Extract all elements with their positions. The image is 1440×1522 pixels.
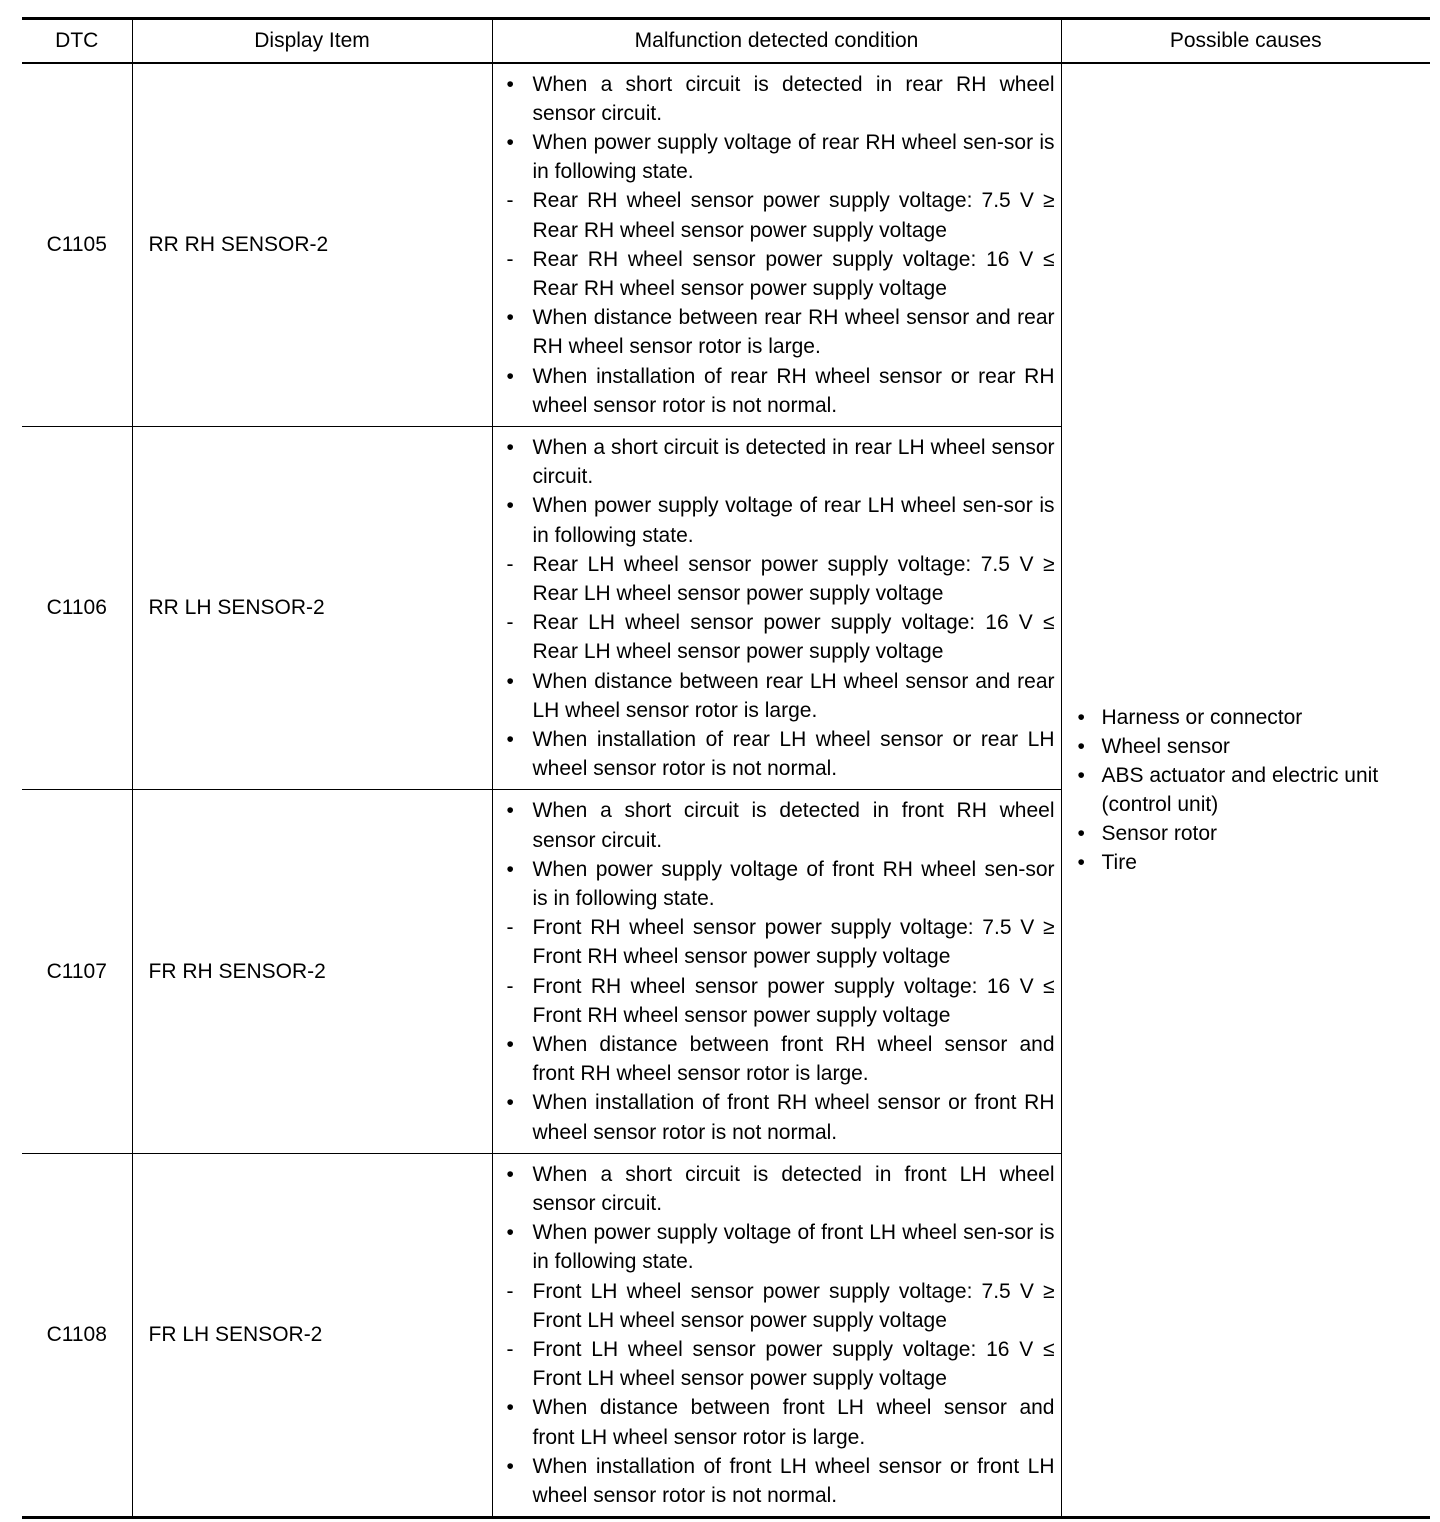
bullet-mark: • xyxy=(506,494,514,518)
condition-sub-item xyxy=(505,1277,1055,1335)
bullet-mark: • xyxy=(506,364,514,388)
bullet-mark: • xyxy=(506,727,514,751)
cause-text: Tire xyxy=(1101,850,1137,874)
table-body xyxy=(22,63,1430,1518)
bullet-mark: • xyxy=(506,1162,514,1186)
cause-item xyxy=(1076,732,1431,761)
condition-text: When a short circuit is detected in rear LH wheel sensor circuit. xyxy=(532,435,1055,489)
condition-text: When distance between rear RH wheel sensor and rear RH wheel sensor rotor is large. xyxy=(532,306,1055,359)
possible-causes-list xyxy=(1076,703,1431,877)
condition-text: When installation of rear RH wheel sensor or rear RH wheel sensor rotor is not normal. xyxy=(532,364,1055,417)
cause-item xyxy=(1076,761,1431,790)
bullet-mark: • xyxy=(1077,763,1085,787)
bullet-mark: • xyxy=(1077,821,1085,845)
display-item: FR RH SENSOR-2 xyxy=(132,790,492,1153)
bullet-mark: • xyxy=(506,799,514,823)
cause-text: Wheel sensor xyxy=(1101,734,1230,758)
cause-item xyxy=(1076,819,1431,848)
condition-text: When a short circuit is detected in front LH wheel sensor circuit. xyxy=(532,1162,1055,1216)
cause-text: Sensor rotor xyxy=(1101,821,1218,845)
dtc-code: C1106 xyxy=(22,426,132,789)
bullet-mark: • xyxy=(1077,850,1085,874)
dtc-table xyxy=(22,17,1430,1519)
table-header xyxy=(22,19,1430,63)
condition-text: When installation of front RH wheel sensor or front RH wheel sensor rotor is not normal. xyxy=(532,1091,1055,1144)
bullet-mark: • xyxy=(506,669,514,693)
bullet-mark: • xyxy=(506,435,514,459)
header-dtc: DTC xyxy=(22,19,132,63)
header-condition: Malfunction detected condition xyxy=(492,19,1061,63)
bullet-mark: • xyxy=(506,306,514,330)
condition-sub-item xyxy=(505,972,1055,1030)
condition-bullet xyxy=(505,362,1055,420)
bullet-mark: • xyxy=(506,1091,514,1115)
condition-text: When distance between front LH wheel sensor and front LH wheel sensor rotor is large. xyxy=(532,1396,1055,1449)
condition-text: When power supply voltage of front RH wheel sen-sor is in following state. xyxy=(532,857,1055,910)
condition-sub-item xyxy=(505,608,1055,666)
bullet-mark: • xyxy=(506,1221,514,1245)
condition-text: Front LH wheel sensor power supply voltage: 16 V ≤ Front LH wheel sensor power supply voltage xyxy=(532,1338,1055,1391)
condition-text: Rear RH wheel sensor power supply voltage: 16 V ≤ Rear RH wheel sensor power supply voltage xyxy=(532,247,1055,300)
condition-bullet xyxy=(505,1030,1055,1088)
dtc-code: C1107 xyxy=(22,790,132,1153)
bullet-mark: • xyxy=(1077,705,1085,729)
dash-mark: - xyxy=(506,247,514,271)
condition-bullet xyxy=(505,433,1055,491)
condition-text: Rear LH wheel sensor power supply voltage: 16 V ≤ Rear LH wheel sensor power supply voltage xyxy=(532,611,1055,664)
condition-text: When installation of rear LH wheel sensor or rear LH wheel sensor rotor is not normal. xyxy=(532,727,1055,781)
condition-text: Rear RH wheel sensor power supply voltage: 7.5 V ≥ Rear RH wheel sensor power supply voltage xyxy=(532,189,1055,242)
bullet-mark: • xyxy=(506,1454,514,1478)
table-row xyxy=(22,63,1430,427)
condition-sub-item xyxy=(505,1335,1055,1393)
condition-bullet xyxy=(505,725,1055,783)
condition-bullet xyxy=(505,796,1055,854)
bullet-mark: • xyxy=(506,857,514,881)
condition-cell xyxy=(492,426,1061,789)
condition-sub-item xyxy=(505,550,1055,608)
dash-mark: - xyxy=(506,611,514,635)
condition-text: When distance between front RH wheel sensor and front RH wheel sensor rotor is large. xyxy=(532,1033,1055,1086)
condition-bullet xyxy=(505,70,1055,128)
condition-bullet xyxy=(505,1393,1055,1451)
display-item: RR RH SENSOR-2 xyxy=(132,63,492,427)
header-causes: Possible causes xyxy=(1061,19,1430,63)
dash-mark: - xyxy=(506,1279,514,1303)
condition-sub-item xyxy=(505,913,1055,971)
dash-mark: - xyxy=(506,974,514,998)
condition-text: When power supply voltage of front LH wheel sen-sor is in following state. xyxy=(532,1221,1055,1274)
condition-bullet xyxy=(505,491,1055,549)
condition-sub-item xyxy=(505,186,1055,244)
condition-list xyxy=(505,1160,1055,1510)
condition-text: When power supply voltage of rear RH wheel sen-sor is in following state. xyxy=(532,130,1055,184)
condition-list xyxy=(505,433,1055,783)
bullet-mark: • xyxy=(506,1396,514,1420)
cause-item xyxy=(1076,703,1431,732)
condition-cell xyxy=(492,1153,1061,1517)
header-display-item: Display Item xyxy=(132,19,492,63)
cause-item-continuation xyxy=(1076,790,1431,819)
condition-cell xyxy=(492,790,1061,1153)
condition-text: Front RH wheel sensor power supply voltage: 16 V ≤ Front RH wheel sensor power supply voltage xyxy=(532,974,1055,1027)
condition-bullet xyxy=(505,128,1055,186)
dash-mark: - xyxy=(506,1338,514,1362)
cause-text: (control unit) xyxy=(1101,792,1219,816)
dash-mark: - xyxy=(506,189,514,213)
condition-text: When installation of front LH wheel sensor or front LH wheel sensor rotor is not normal. xyxy=(532,1454,1055,1508)
cause-item xyxy=(1076,848,1431,877)
condition-bullet xyxy=(505,1452,1055,1510)
condition-text: Front RH wheel sensor power supply voltage: 7.5 V ≥ Front RH wheel sensor power supply voltage xyxy=(532,916,1055,969)
display-item: FR LH SENSOR-2 xyxy=(132,1153,492,1517)
bullet-mark: • xyxy=(1077,734,1085,758)
condition-list xyxy=(505,70,1055,420)
dash-mark: - xyxy=(506,552,514,576)
header-row xyxy=(22,19,1430,63)
dtc-code: C1105 xyxy=(46,232,107,256)
condition-cell xyxy=(492,63,1061,427)
dash-mark: - xyxy=(506,916,514,940)
display-item: RR LH SENSOR-2 xyxy=(132,426,492,789)
condition-bullet xyxy=(505,1088,1055,1146)
possible-causes-cell xyxy=(1061,63,1430,1518)
bullet-mark: • xyxy=(506,1033,514,1056)
condition-bullet xyxy=(505,1160,1055,1218)
condition-text: Front LH wheel sensor power supply voltage: 7.5 V ≥ Front LH wheel sensor power supply voltage xyxy=(532,1279,1055,1332)
condition-bullet xyxy=(505,667,1055,725)
condition-bullet xyxy=(505,1218,1055,1276)
condition-text: When power supply voltage of rear LH wheel sen-sor is in following state. xyxy=(532,494,1055,547)
condition-sub-item xyxy=(505,245,1055,303)
cause-text: Harness or connector xyxy=(1101,705,1303,729)
condition-text: Rear LH wheel sensor power supply voltage: 7.5 V ≥ Rear LH wheel sensor power supply voltage xyxy=(532,552,1055,605)
bullet-mark: • xyxy=(506,72,514,96)
condition-text: When a short circuit is detected in front RH wheel sensor circuit. xyxy=(532,799,1055,852)
condition-text: When distance between rear LH wheel sensor and rear LH wheel sensor rotor is large. xyxy=(532,669,1055,722)
condition-list xyxy=(505,796,1055,1146)
condition-bullet xyxy=(505,855,1055,913)
dtc-code: C1108 xyxy=(22,1153,132,1517)
bullet-mark: • xyxy=(506,130,514,154)
condition-bullet xyxy=(505,303,1055,361)
condition-text: When a short circuit is detected in rear RH wheel sensor circuit. xyxy=(532,72,1055,125)
cause-text: ABS actuator and electric unit xyxy=(1101,763,1379,787)
